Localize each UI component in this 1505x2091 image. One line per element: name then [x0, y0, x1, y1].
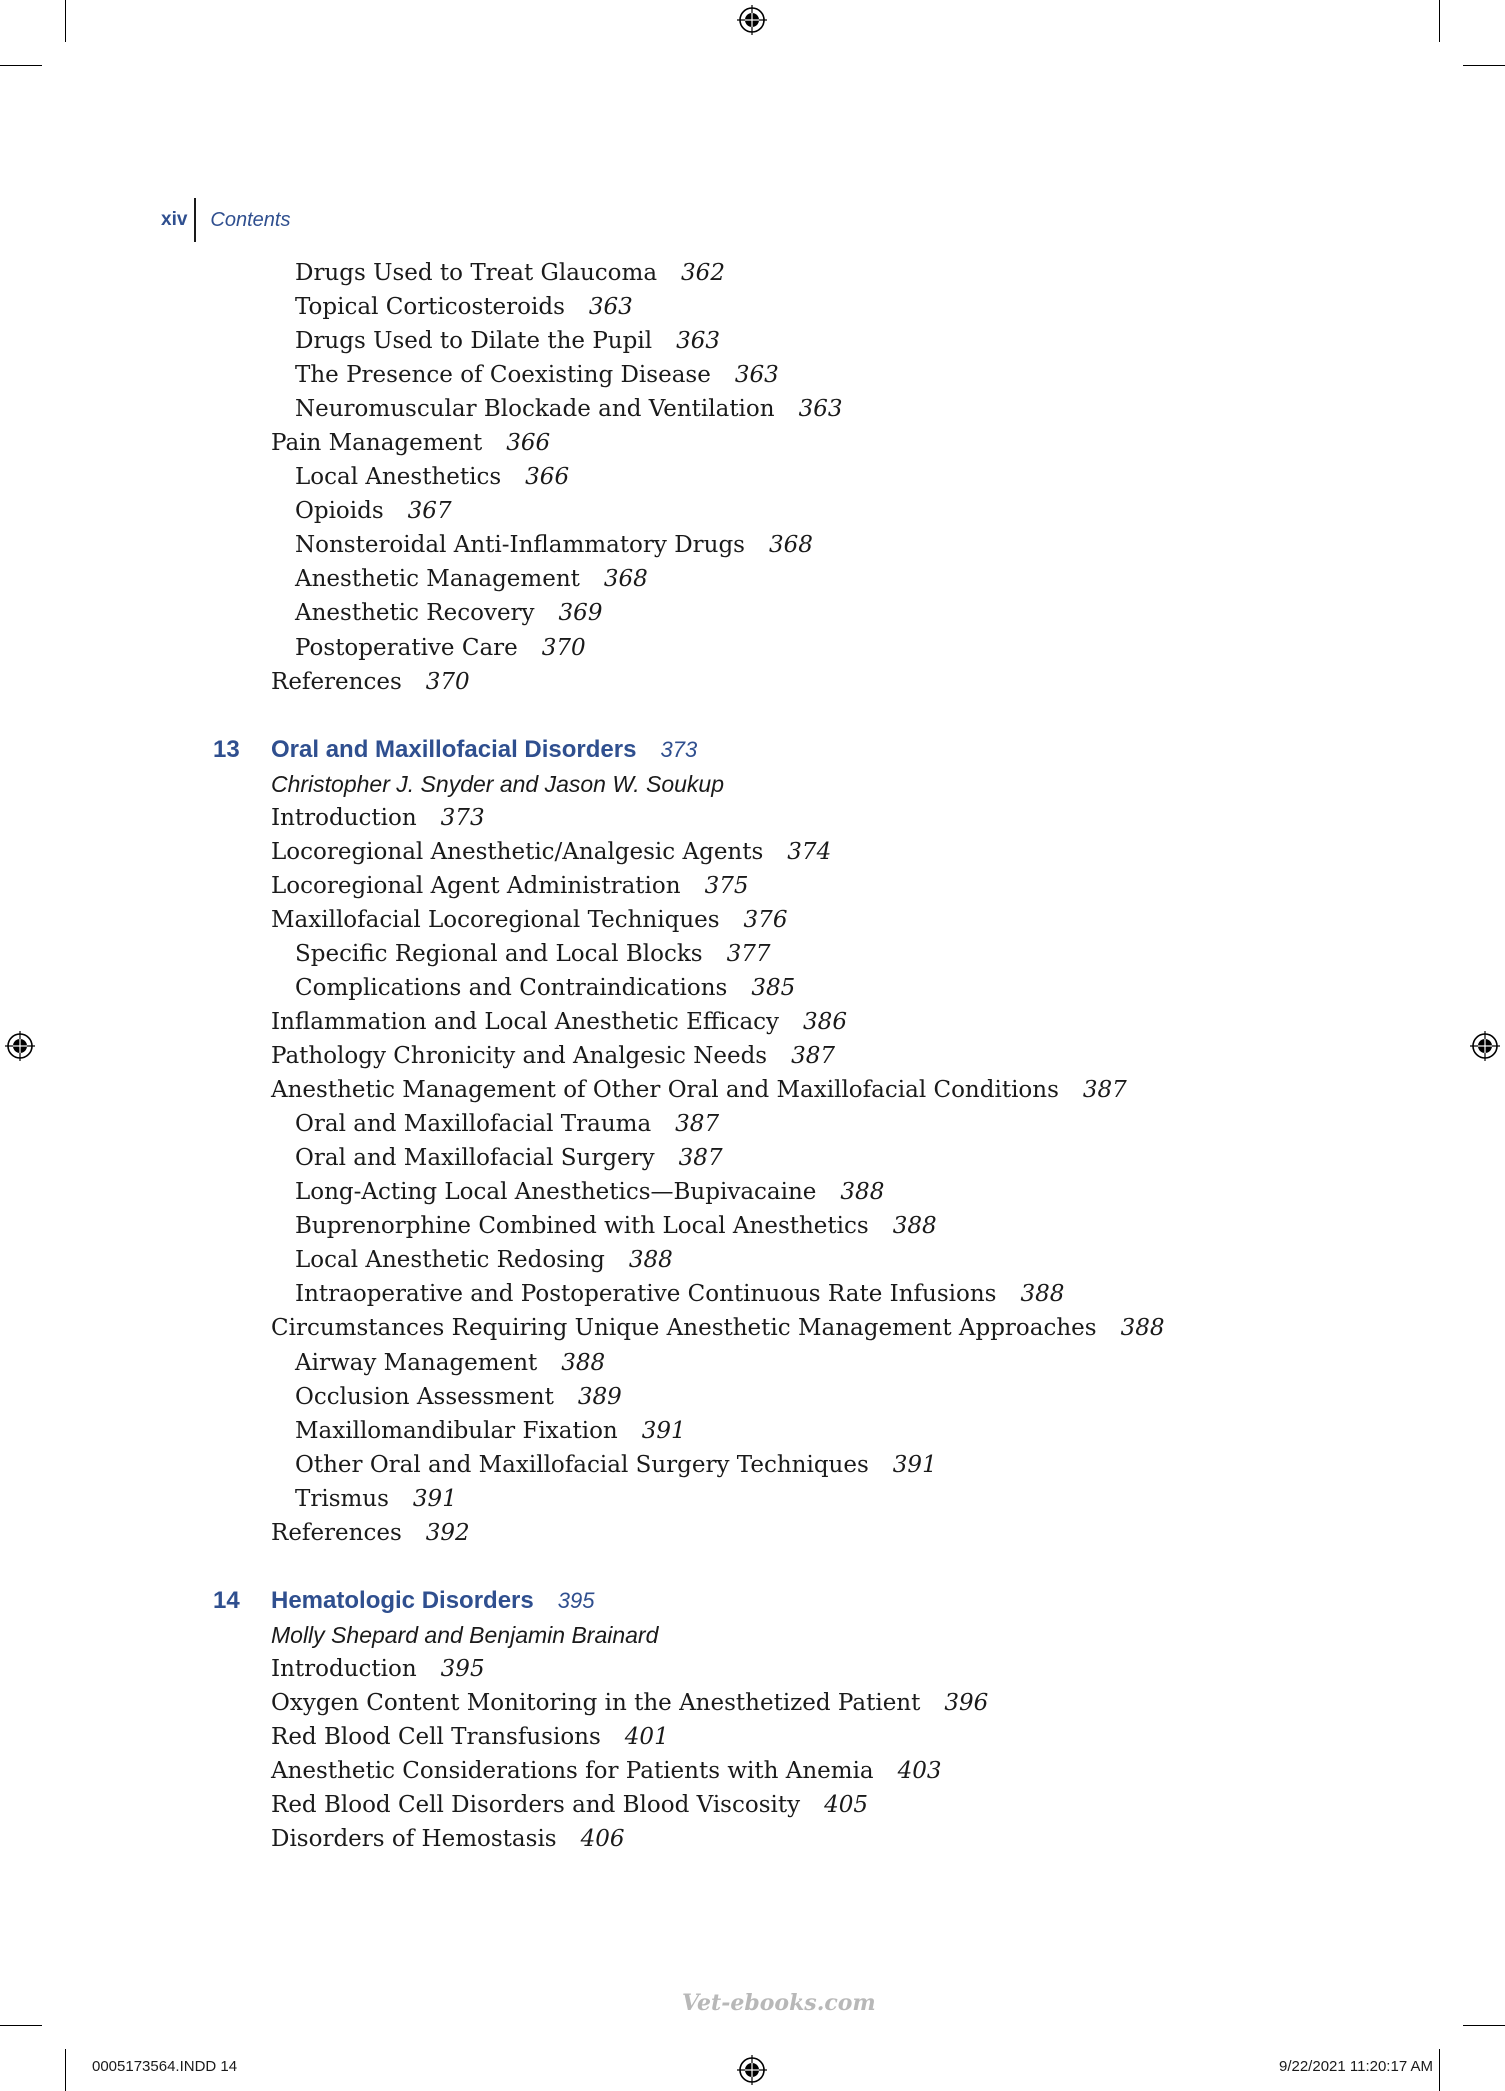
section-gap: [0, 1550, 1505, 1584]
entry-page-number: 370: [541, 634, 586, 661]
toc-subsection-entry[interactable]: [0, 1414, 1505, 1448]
entry-title: Opioids: [295, 498, 384, 525]
entry-title: References: [271, 1519, 402, 1546]
entry-title: Oral and Maxillofacial Trauma: [295, 1111, 652, 1138]
entry-title: Intraoperative and Postoperative Continuous Rate Infusions: [295, 1281, 997, 1308]
toc-section-entry[interactable]: [0, 1822, 1505, 1856]
entry-page-number: 373: [440, 804, 485, 831]
entry-title: Maxillofacial Locoregional Techniques: [271, 906, 720, 933]
entry-page-number: 395: [440, 1655, 485, 1682]
entry-title: Other Oral and Maxillofacial Surgery Techniques: [295, 1451, 869, 1478]
entry-page-number: 363: [798, 396, 843, 423]
entry-page-number: 368: [768, 532, 813, 559]
entry-page-number: 391: [641, 1417, 686, 1444]
chapter-title: [0, 1587, 594, 1614]
crop-mark: [1463, 2025, 1505, 2026]
toc-subsection-entry[interactable]: [0, 1243, 1505, 1277]
entry-page-number: 388: [892, 1213, 937, 1240]
entry-title: Maxillomandibular Fixation: [295, 1417, 618, 1444]
toc-subsection-entry[interactable]: [0, 1346, 1505, 1380]
running-head-rule: [194, 198, 196, 242]
entry-title: Oxygen Content Monitoring in the Anesthetized Patient: [271, 1689, 921, 1716]
entry-page-number: 389: [577, 1383, 622, 1410]
toc-subsection-entry[interactable]: [0, 1209, 1505, 1243]
chapter-number: 13: [213, 735, 240, 763]
toc-subsection-entry[interactable]: [0, 971, 1505, 1005]
chapter-page-number: 373: [660, 736, 698, 762]
entry-page-number: 388: [840, 1179, 885, 1206]
entry-title: Anesthetic Management: [295, 566, 580, 593]
running-head-title: Contents: [210, 208, 291, 231]
entry-title: Oral and Maxillofacial Surgery: [295, 1145, 655, 1172]
entry-title: Topical Corticosteroids: [295, 294, 565, 321]
registration-mark-icon: [737, 2055, 767, 2085]
entry-page-number: 386: [803, 1009, 847, 1036]
toc-subsection-entry[interactable]: [0, 460, 1505, 494]
toc-section-entry[interactable]: [0, 801, 1505, 835]
entry-page-number: 391: [412, 1485, 457, 1512]
toc-subsection-entry[interactable]: [0, 1380, 1505, 1414]
toc-subsection-entry[interactable]: [0, 1482, 1505, 1516]
entry-title: The Presence of Coexisting Disease: [295, 362, 711, 389]
entry-title: Introduction: [271, 804, 417, 831]
crop-mark: [1439, 0, 1440, 42]
toc-section-entry[interactable]: [0, 1073, 1505, 1107]
toc-subsection-entry[interactable]: [0, 1141, 1505, 1175]
print-slug-timestamp: 9/22/2021 11:20:17 AM: [1278, 2058, 1433, 2075]
entry-title: Disorders of Hemostasis: [271, 1826, 557, 1853]
watermark-logo: Vet-ebooks.com: [682, 1990, 876, 2016]
entry-page-number: 374: [787, 838, 832, 865]
toc-subsection-entry[interactable]: [0, 596, 1505, 630]
entry-page-number: 401: [624, 1724, 669, 1751]
entry-page-number: 363: [676, 328, 720, 355]
entry-page-number: 388: [1120, 1315, 1165, 1342]
crop-mark: [1463, 65, 1505, 66]
entry-title: Neuromuscular Blockade and Ventilation: [295, 396, 775, 423]
toc-section-entry[interactable]: [0, 1652, 1505, 1686]
toc-subsection-entry[interactable]: [0, 1175, 1505, 1209]
entry-title: Trismus: [295, 1485, 389, 1512]
toc-section-entry[interactable]: [0, 1720, 1505, 1754]
entry-page-number: 385: [751, 974, 796, 1001]
entry-page-number: 375: [704, 872, 749, 899]
entry-page-number: 366: [506, 430, 551, 457]
toc-subsection-entry[interactable]: [0, 256, 1505, 290]
entry-title: Complications and Contraindications: [295, 974, 728, 1001]
toc-subsection-entry[interactable]: [0, 1107, 1505, 1141]
entry-title: Postoperative Care: [295, 634, 518, 661]
entry-page-number: 387: [675, 1111, 720, 1138]
chapter-heading[interactable]: [0, 733, 1505, 767]
chapter-authors: Molly Shepard and Benjamin Brainard: [271, 1621, 659, 1648]
entry-page-number: 369: [558, 600, 603, 627]
entry-page-number: 368: [603, 566, 648, 593]
toc-section-entry[interactable]: [0, 1754, 1505, 1788]
entry-page-number: 387: [791, 1043, 836, 1070]
toc-subsection-entry[interactable]: [0, 290, 1505, 324]
entry-title: Circumstances Requiring Unique Anesthetic Management Approaches: [271, 1315, 1097, 1342]
entry-page-number: 392: [425, 1519, 470, 1546]
entry-page-number: 363: [588, 294, 633, 321]
toc-subsection-entry[interactable]: [0, 494, 1505, 528]
entry-title: Drugs Used to Dilate the Pupil: [295, 328, 653, 355]
entry-page-number: 396: [944, 1689, 989, 1716]
entry-page-number: 376: [743, 906, 788, 933]
entry-page-number: 367: [407, 498, 452, 525]
crop-mark: [0, 2025, 42, 2026]
entry-title: Occlusion Assessment: [295, 1383, 554, 1410]
entry-page-number: 388: [561, 1349, 606, 1376]
toc-section-entry[interactable]: [0, 1311, 1505, 1345]
entry-page-number: 362: [681, 260, 725, 286]
toc-section-entry[interactable]: [0, 1788, 1505, 1822]
chapter-title-text: Hematologic Disorders: [271, 1586, 534, 1614]
toc-section-entry[interactable]: [0, 903, 1505, 937]
entry-title: Locoregional Anesthetic/Analgesic Agents: [271, 838, 764, 865]
running-head: [161, 198, 290, 242]
chapter-number: 14: [213, 1586, 240, 1614]
entry-title: Anesthetic Management of Other Oral and Maxillofacial Conditions: [271, 1077, 1059, 1104]
page-folio: xiv: [161, 209, 188, 230]
crop-mark: [65, 0, 66, 42]
entry-page-number: 377: [726, 940, 771, 967]
chapter-page-number: 395: [557, 1587, 595, 1613]
entry-page-number: 403: [897, 1758, 942, 1785]
toc-section-entry[interactable]: [0, 1005, 1505, 1039]
entry-title: Pain Management: [271, 430, 483, 457]
entry-page-number: 363: [734, 362, 779, 389]
entry-title: Anesthetic Recovery: [295, 600, 535, 627]
entry-title: Local Anesthetics: [295, 464, 502, 491]
toc-subsection-entry[interactable]: [0, 562, 1505, 596]
registration-mark-icon: [737, 5, 767, 35]
table-of-contents: [0, 256, 1505, 1856]
toc-section-entry[interactable]: [0, 665, 1505, 699]
entry-title: Pathology Chronicity and Analgesic Needs: [271, 1043, 768, 1070]
entry-page-number: 388: [1020, 1281, 1065, 1308]
toc-subsection-entry[interactable]: [0, 392, 1505, 426]
crop-mark: [0, 65, 42, 66]
entry-page-number: 370: [425, 668, 470, 695]
entry-title: Specific Regional and Local Blocks: [295, 940, 703, 967]
entry-title: Locoregional Agent Administration: [271, 872, 681, 899]
entry-title: Nonsteroidal Anti-Inflammatory Drugs: [295, 532, 745, 559]
toc-subsection-entry[interactable]: [0, 1448, 1505, 1482]
toc-section-entry[interactable]: [0, 869, 1505, 903]
entry-title: References: [271, 668, 402, 695]
toc-section-entry[interactable]: [0, 835, 1505, 869]
entry-page-number: 366: [525, 464, 570, 491]
entry-page-number: 406: [580, 1826, 625, 1853]
toc-section-entry[interactable]: [0, 1039, 1505, 1073]
entry-page-number: 387: [678, 1145, 723, 1172]
toc-subsection-entry[interactable]: [0, 631, 1505, 665]
crop-mark: [65, 2049, 66, 2091]
entry-page-number: 391: [892, 1451, 937, 1478]
entry-title: Long-Acting Local Anesthetics—Bupivacaine: [295, 1179, 817, 1206]
toc-subsection-entry[interactable]: [0, 528, 1505, 562]
print-slug-file: 0005173564.INDD 14: [92, 2058, 238, 2075]
entry-title: Introduction: [271, 1655, 417, 1682]
toc-subsection-entry[interactable]: [0, 1277, 1505, 1311]
entry-page-number: 387: [1082, 1077, 1127, 1104]
entry-title: Local Anesthetic Redosing: [295, 1247, 605, 1274]
chapter-authors: Christopher J. Snyder and Jason W. Soukup: [271, 770, 724, 797]
chapter-title-text: Oral and Maxillofacial Disorders: [271, 735, 637, 763]
entry-title: Inflammation and Local Anesthetic Efficacy: [271, 1009, 780, 1036]
entry-title: Red Blood Cell Transfusions: [271, 1724, 601, 1751]
entry-title: Red Blood Cell Disorders and Blood Viscosity: [271, 1792, 801, 1819]
toc-subsection-entry[interactable]: [0, 358, 1505, 392]
section-gap: [0, 699, 1505, 733]
entry-title: Drugs Used to Treat Glaucoma: [295, 260, 658, 286]
toc-section-entry[interactable]: [0, 1516, 1505, 1550]
toc-subsection-entry[interactable]: [0, 937, 1505, 971]
entry-title: Airway Management: [295, 1349, 538, 1376]
entry-page-number: 405: [824, 1792, 869, 1819]
toc-subsection-entry[interactable]: [0, 324, 1505, 358]
chapter-heading[interactable]: [0, 1584, 1505, 1618]
crop-mark: [1439, 2049, 1440, 2091]
toc-section-entry[interactable]: [0, 426, 1505, 460]
entry-page-number: 388: [628, 1247, 673, 1274]
toc-section-entry[interactable]: [0, 1686, 1505, 1720]
chapter-title: [0, 736, 697, 763]
entry-title: Buprenorphine Combined with Local Anesthetics: [295, 1213, 869, 1240]
entry-title: Anesthetic Considerations for Patients with Anemia: [271, 1758, 874, 1785]
